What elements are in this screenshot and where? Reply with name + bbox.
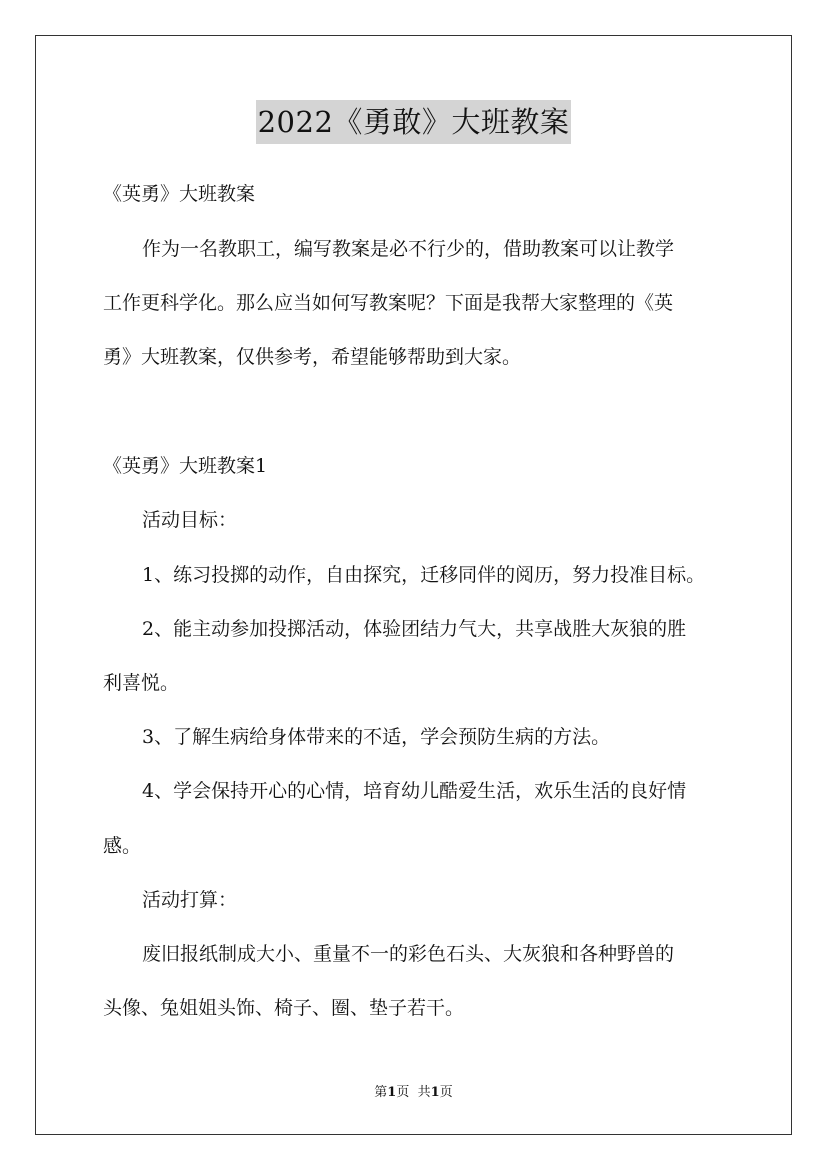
footer-total-prefix: 共 [417, 1085, 431, 1100]
intro-line-3: 勇》大班教案，仅供参考，希望能够帮助到大家。 [103, 346, 522, 368]
footer-page-prefix: 第 [374, 1085, 388, 1100]
preparation-line-2: 头像、兔姐姐头饰、椅子、圈、垫子若干。 [103, 997, 465, 1019]
footer-total-number: 1 [430, 1085, 440, 1100]
goals-heading: 活动目标： [142, 509, 238, 531]
goal-item-2-line-1: 2、能主动参加投掷活动，体验团结力气大，共享战胜大灰狼的胜 [142, 618, 687, 640]
document-title: 2022《勇敢》大班教案 [256, 100, 572, 144]
section-heading: 《英勇》大班教案1 [103, 455, 268, 477]
goal-item-1: 1、练习投掷的动作，自由探究，迁移同伴的阅历，努力投准目标。 [142, 564, 706, 586]
intro-line-2: 工作更科学化。那么应当如何写教案呢？下面是我帮大家整理的《英 [103, 292, 674, 314]
goal-item-3: 3、了解生病给身体带来的不适，学会预防生病的方法。 [142, 726, 611, 748]
page-footer [0, 1084, 827, 1102]
preparation-line-1: 废旧报纸制成大小、重量不一的彩色石头、大灰狼和各种野兽的 [142, 943, 675, 965]
footer-total-suffix: 页 [439, 1085, 453, 1100]
goal-item-4-line-2: 感。 [103, 835, 142, 857]
subtitle-line: 《英勇》大班教案 [103, 183, 256, 205]
intro-line-1: 作为一名教职工，编写教案是必不行少的，借助教案可以让教学 [142, 238, 675, 260]
footer-page-suffix: 页 [396, 1085, 410, 1100]
footer-page-number: 1 [387, 1085, 397, 1100]
goal-item-2-line-2: 利喜悦。 [103, 672, 180, 694]
goal-item-4-line-1: 4、学会保持开心的心情，培育幼儿酷爱生活，欢乐生活的良好情 [142, 780, 687, 802]
preparation-heading: 活动打算： [142, 889, 238, 911]
title-container [0, 100, 827, 144]
